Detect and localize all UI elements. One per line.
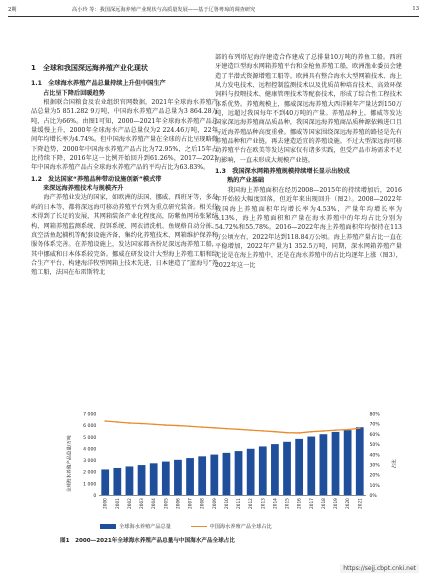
share-point bbox=[104, 420, 106, 422]
share-point bbox=[238, 429, 240, 431]
share-point bbox=[298, 432, 300, 434]
share-line bbox=[105, 421, 360, 433]
running-header bbox=[8, 6, 419, 16]
figure-1-chart bbox=[8, 412, 419, 512]
share-point bbox=[213, 427, 215, 429]
bar bbox=[344, 430, 352, 495]
x-tick-label: 2006 bbox=[176, 498, 182, 509]
share-point bbox=[323, 430, 325, 432]
bar bbox=[223, 453, 231, 495]
subsection-1-2-title-cont: 来深远海养殖技术与规模齐升 bbox=[43, 185, 124, 193]
x-tick-label: 2010 bbox=[224, 498, 230, 509]
share-point bbox=[189, 425, 191, 427]
section-title: 1 全球和我国深远海养殖产业化现状 bbox=[31, 64, 148, 72]
page-number: 13 bbox=[412, 6, 419, 12]
subsection-1-1-title-cont: 占比呈下降后回暖趋势 bbox=[43, 89, 105, 97]
subsection-1-2-paragraph: 海产养殖业发达的国家，如欧洲的法国、挪威、西班牙等，多岛屿的日本等，都将深远海可移动养殖平台列为重点研究装备。相关技术得到了长足的发展，其网箱装备产业化程度高，防紫鱼网吊张紧结构、网箱养殖监测系统、投饵系统、网衣清洗机、鱼规格自动分拣、真空活鱼起捕机等配套设施齐备，集约化养殖技术、网箱维护保养和服务体系完善。在养殖设施上，发达国家都吝扮足深远海养殖工船，其中挪威和日本体系较完备。挪威在研发设计大型海上养殖工船和综合生产平台、构建海洋牧型网箱上技术先进，日本建造了“蓝海号”养殖工船，法国在布雷斯特北 bbox=[31, 194, 218, 277]
share-point bbox=[226, 428, 228, 430]
y-left-tick-label: 0 bbox=[93, 494, 97, 499]
bar bbox=[356, 427, 364, 495]
x-tick-label: 2014 bbox=[273, 498, 279, 509]
y-right-axis-label: 占比 bbox=[392, 459, 398, 469]
y-left-tick-label: 7 000 bbox=[83, 412, 97, 418]
x-tick-label: 2000 bbox=[103, 498, 109, 509]
share-point bbox=[335, 429, 337, 431]
y-right-tick-label: 40% bbox=[369, 453, 380, 459]
subsection-1-3-title: 1.3 我国深水网箱养殖规模持续增长显示出较成 bbox=[215, 168, 350, 176]
share-point bbox=[359, 427, 361, 429]
x-tick-label: 2009 bbox=[212, 498, 218, 509]
running-title: 高小玲 等：我国深远海养殖产业现状与高质量发展——基于辽鲁粤琼的调查研究 bbox=[72, 7, 256, 13]
subsection-1-1-title: 1.1 全球海水养殖产品总量持续上升但中国生产 bbox=[31, 80, 166, 88]
bar bbox=[235, 451, 243, 495]
x-tick-label: 2020 bbox=[346, 498, 352, 509]
right-paragraph-2: 我国海上养殖面积在经历2008—2015年的持续增加后，2016年开始较大幅度回落，但近年来出现回升（图2）。2008—2022年我国海上养殖面积年均增长率为4.53%，产量年均增长率为5.13%，海上养殖面积和产量在海水养殖中的年均占比分别为54.72%和55.78%。2016—2022年海上养殖面积年均保持在113万公顷左右，2022年达到118.84万公顷。海上养殖产量占比一直在平稳增加，2022年产量为1 352.5万吨，同期，深水网箱养殖产量无论是在海上养殖中，还是在海水养殖中的占比均逐年上涨（图3），2022年这一比 bbox=[215, 186, 402, 269]
share-point bbox=[262, 430, 264, 432]
y-right-tick-label: 50% bbox=[369, 443, 380, 449]
y-right-tick-label: 0% bbox=[369, 494, 377, 499]
bar bbox=[150, 463, 158, 495]
y-right-tick-label: 60% bbox=[369, 432, 380, 438]
bar bbox=[186, 458, 194, 495]
bar bbox=[247, 449, 255, 496]
share-point bbox=[347, 429, 349, 431]
x-tick-label: 2016 bbox=[297, 498, 303, 509]
bar bbox=[174, 460, 182, 496]
y-left-tick-label: 1 000 bbox=[83, 482, 97, 488]
x-tick-label: 2003 bbox=[140, 498, 146, 509]
y-right-tick-label: 10% bbox=[369, 483, 380, 489]
share-point bbox=[141, 423, 143, 425]
bar bbox=[283, 442, 291, 496]
share-point bbox=[201, 426, 203, 428]
header-rule bbox=[8, 16, 419, 17]
share-point bbox=[177, 425, 179, 427]
x-tick-label: 2018 bbox=[321, 498, 327, 509]
x-tick-label: 2013 bbox=[261, 498, 267, 509]
share-point bbox=[153, 423, 155, 425]
share-point bbox=[310, 431, 312, 433]
bar bbox=[162, 462, 170, 496]
chart-legend bbox=[100, 523, 272, 530]
y-left-tick-label: 5 000 bbox=[83, 435, 97, 441]
bar bbox=[198, 456, 206, 495]
y-right-tick-label: 20% bbox=[369, 473, 380, 479]
x-tick-label: 2001 bbox=[115, 498, 121, 509]
y-left-tick-label: 2 000 bbox=[83, 470, 97, 476]
source-url: https://sejj.cbpt.cnki.net bbox=[340, 564, 419, 573]
y-right-tick-label: 30% bbox=[369, 463, 380, 469]
bar bbox=[307, 437, 315, 496]
right-column bbox=[215, 53, 402, 270]
bar bbox=[320, 434, 328, 495]
bar bbox=[295, 439, 303, 495]
x-tick-label: 2019 bbox=[334, 498, 340, 509]
share-point bbox=[250, 429, 252, 431]
subsection-1-3-title-cont: 熟的产业基础 bbox=[227, 177, 265, 185]
y-right-tick-label: 70% bbox=[369, 422, 380, 428]
x-tick-label: 2004 bbox=[152, 498, 158, 509]
x-tick-label: 2005 bbox=[164, 498, 170, 509]
right-paragraph-1: 部的布列塔尼海岸建造合作建成了总排量10万吨的养鱼工船。西班牙建造巨型海水网箱养殖平台和金枪鱼养殖工船，欧洲渔业委员会建造了半潜式资源增殖工船等。欧洲具有整合海水大型网箱技术、海上风力发电技术、远程控制监测技术以及优质苗种培育技术、高效环保饲料与投喂技术、健康管理技术等配套技术，形成了综合性工程技术体系优势。养殖规模上，挪威深远海养殖大西洋鲑年产量达到150万吨，远超过我国每年不到40万吨的产量。养殖品种上，挪威等发达国家深远海养殖商品质品种，我国深远海养殖商品质种源依赖进口且与近海养殖品种高度重叠。挪威等国家围绕深远海养殖的路径是先有养殖品种和产业链，再去建造适宜的养殖设施。不过大型深远海可移动养殖平台在欧美等发达国家仅有诸多实践，但受产品市场需求不足的影响，一直未形成大规模产业链。 bbox=[215, 54, 402, 164]
x-tick-label: 2015 bbox=[285, 498, 291, 509]
share-point bbox=[129, 422, 131, 424]
legend-bar-label: 全球海水养殖产品总量 bbox=[119, 524, 171, 530]
x-tick-label: 2007 bbox=[188, 498, 194, 509]
subsection-1-2-title: 1.2 发达国家“养殖品种带动设施创新”模式带 bbox=[31, 175, 162, 183]
y-left-axis-label: 全球海水养殖产品总量/万吨 bbox=[67, 435, 73, 493]
share-point bbox=[165, 424, 167, 426]
legend-bar-swatch bbox=[100, 524, 116, 529]
share-point bbox=[116, 421, 118, 423]
bar bbox=[259, 446, 267, 495]
y-left-tick-label: 3 000 bbox=[83, 459, 97, 465]
y-left-tick-label: 4 000 bbox=[83, 447, 97, 453]
x-tick-label: 2011 bbox=[237, 498, 243, 509]
x-tick-label: 2017 bbox=[309, 498, 315, 509]
left-column bbox=[31, 64, 218, 278]
x-tick-label: 2012 bbox=[249, 498, 255, 509]
figure-caption: 图1 2000—2021年全球海水养殖产品总量与中国海水产品全球占比 bbox=[60, 538, 235, 544]
y-right-tick-label: 80% bbox=[369, 412, 380, 418]
legend-line-label: 中国海水养殖产品全球占比 bbox=[209, 524, 272, 530]
issue-label: 2期 bbox=[8, 7, 17, 13]
bar bbox=[138, 465, 146, 495]
bar bbox=[210, 455, 218, 496]
share-point bbox=[286, 432, 288, 434]
subsection-1-1-paragraph: 根据联合国粮食及农业组织官网数据，2021年全球海水养殖产品总量为5 851.282 9万吨，中国海水养殖产品总量为3 864.28万吨，占比为66%。由图1可知，2000—2021年全球海水养殖产品总量缓慢上升，2000年全球海水产品总量仅为2 224.46万吨，22年间年均增长率为4.74%。但中国海水养殖产量在全球的占比呈现略微下降趋势，2000年中国海水养殖产品占比为72.95%，之后15年占比持续下降，2016年这一比例开始回升到61.26%，2017—2021年中国海水养殖产品占全球海水养殖产品的平均占比为63.83%。 bbox=[31, 99, 218, 172]
y-left-tick-label: 6 000 bbox=[83, 424, 97, 430]
bar bbox=[271, 444, 279, 495]
legend-line-swatch bbox=[191, 526, 207, 527]
x-tick-label: 2008 bbox=[200, 498, 206, 509]
bar bbox=[101, 469, 109, 495]
bar bbox=[332, 432, 340, 495]
bar bbox=[126, 466, 134, 495]
bar bbox=[113, 468, 121, 495]
share-point bbox=[274, 431, 276, 433]
x-tick-label: 2002 bbox=[127, 498, 133, 509]
x-tick-label: 2021 bbox=[358, 498, 364, 509]
